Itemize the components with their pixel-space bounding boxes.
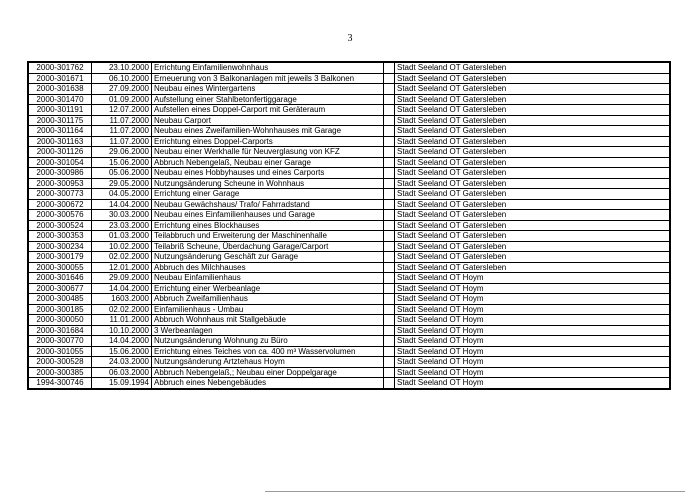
record-number-cell: 2000-300234	[28, 241, 92, 252]
record-description-cell: Neubau eines Hobbyhauses und eines Carports	[152, 168, 384, 179]
record-number-cell: 2000-300179	[28, 252, 92, 263]
record-number-cell: 1994-300746	[28, 378, 92, 389]
record-location-cell: Stadt Seeland OT Gatersleben	[395, 157, 671, 168]
page-number: 3	[347, 33, 353, 44]
record-description-cell: Teilabriß Scheune, Überdachung Garage/Carport	[152, 241, 384, 252]
record-description-cell: Einfamilienhaus - Umbau	[152, 304, 384, 315]
spacer-cell	[384, 62, 395, 73]
record-date-cell: 14.04.2000	[92, 336, 152, 347]
record-date-cell: 10.10.2000	[92, 325, 152, 336]
record-number-cell: 2000-301762	[28, 62, 92, 73]
record-description-cell: Neubau Carport	[152, 115, 384, 126]
record-date-cell: 11.07.2000	[92, 115, 152, 126]
records-table	[27, 61, 671, 390]
record-location-cell: Stadt Seeland OT Gatersleben	[395, 84, 671, 95]
record-date-cell: 14.04.2000	[92, 199, 152, 210]
record-number-cell: 2000-301163	[28, 136, 92, 147]
record-location-cell: Stadt Seeland OT Gatersleben	[395, 231, 671, 242]
spacer-cell	[384, 304, 395, 315]
record-location-cell: Stadt Seeland OT Gatersleben	[395, 62, 671, 73]
table-row	[28, 178, 670, 189]
record-description-cell: Abbruch Nebengelaß,; Neubau einer Doppelgarage	[152, 367, 384, 378]
record-date-cell: 06.10.2000	[92, 73, 152, 84]
record-location-cell: Stadt Seeland OT Hoym	[395, 346, 671, 357]
record-number-cell: 2000-300385	[28, 367, 92, 378]
record-location-cell: Stadt Seeland OT Gatersleben	[395, 73, 671, 84]
record-date-cell: 29.06.2000	[92, 147, 152, 158]
record-description-cell: Errichtung eines Doppel-Carports	[152, 136, 384, 147]
record-location-cell: Stadt Seeland OT Hoym	[395, 283, 671, 294]
spacer-cell	[384, 367, 395, 378]
table-row	[28, 115, 670, 126]
table-row	[28, 189, 670, 200]
spacer-cell	[384, 262, 395, 273]
table-row	[28, 315, 670, 326]
table-row	[28, 346, 670, 357]
record-date-cell: 11.07.2000	[92, 136, 152, 147]
record-number-cell: 2000-301638	[28, 84, 92, 95]
record-date-cell: 06.03.2000	[92, 367, 152, 378]
record-date-cell: 15.06.2000	[92, 346, 152, 357]
table-row	[28, 283, 670, 294]
record-number-cell: 2000-300524	[28, 220, 92, 231]
record-location-cell: Stadt Seeland OT Gatersleben	[395, 189, 671, 200]
record-description-cell: Nutzungsänderung Geschäft zur Garage	[152, 252, 384, 263]
record-location-cell: Stadt Seeland OT Gatersleben	[395, 115, 671, 126]
record-number-cell: 2000-300672	[28, 199, 92, 210]
record-description-cell: Teilabbruch und Erweiterung der Maschinenhalle	[152, 231, 384, 242]
record-description-cell: Errichtung einer Garage	[152, 189, 384, 200]
record-date-cell: 29.09.2000	[92, 273, 152, 284]
record-location-cell: Stadt Seeland OT Hoym	[395, 273, 671, 284]
record-number-cell: 2000-301164	[28, 126, 92, 137]
spacer-cell	[384, 73, 395, 84]
record-location-cell: Stadt Seeland OT Gatersleben	[395, 220, 671, 231]
record-description-cell: Neubau einer Werkhalle für Neuverglasung von KFZ	[152, 147, 384, 158]
spacer-cell	[384, 168, 395, 179]
record-description-cell: Errichtung eines Teiches von ca. 400 m³ Wasservolumen	[152, 346, 384, 357]
table-row	[28, 367, 670, 378]
record-description-cell: Abbruch eines Nebengebäudes	[152, 378, 384, 389]
record-location-cell: Stadt Seeland OT Gatersleben	[395, 178, 671, 189]
record-location-cell: Stadt Seeland OT Gatersleben	[395, 168, 671, 179]
record-number-cell: 2000-301175	[28, 115, 92, 126]
record-date-cell: 1603.2000	[92, 294, 152, 305]
spacer-cell	[384, 115, 395, 126]
spacer-cell	[384, 294, 395, 305]
record-date-cell: 15.09.1994	[92, 378, 152, 389]
record-description-cell: Nutzungsänderung Wohnung zu Büro	[152, 336, 384, 347]
record-location-cell: Stadt Seeland OT Gatersleben	[395, 147, 671, 158]
record-location-cell: Stadt Seeland OT Hoym	[395, 304, 671, 315]
record-number-cell: 2000-300185	[28, 304, 92, 315]
spacer-cell	[384, 189, 395, 200]
spacer-cell	[384, 273, 395, 284]
record-description-cell: Errichtung eines Blockhauses	[152, 220, 384, 231]
record-date-cell: 27.09.2000	[92, 84, 152, 95]
record-location-cell: Stadt Seeland OT Gatersleben	[395, 252, 671, 263]
record-description-cell: Aufstellung einer Stahlbetonfertiggarage	[152, 94, 384, 105]
record-description-cell: Neubau eines Einfamilienhauses und Garage	[152, 210, 384, 221]
record-number-cell: 2000-301126	[28, 147, 92, 158]
table-row	[28, 357, 670, 368]
record-number-cell: 2000-300677	[28, 283, 92, 294]
record-date-cell: 02.02.2000	[92, 304, 152, 315]
record-date-cell: 12.07.2000	[92, 105, 152, 116]
record-location-cell: Stadt Seeland OT Hoym	[395, 294, 671, 305]
record-location-cell: Stadt Seeland OT Hoym	[395, 336, 671, 347]
table-row	[28, 304, 670, 315]
table-row	[28, 378, 670, 389]
spacer-cell	[384, 283, 395, 294]
record-description-cell: Neubau eines Wintergartens	[152, 84, 384, 95]
record-description-cell: Neubau eines Zweifamilien-Wohnhauses mit Garage	[152, 126, 384, 137]
record-number-cell: 2000-301470	[28, 94, 92, 105]
record-date-cell: 30.03.2000	[92, 210, 152, 221]
record-description-cell: Errichtung einer Werbeanlage	[152, 283, 384, 294]
record-description-cell: Abbruch Wohnhaus mit Stallgebäude	[152, 315, 384, 326]
record-location-cell: Stadt Seeland OT Gatersleben	[395, 136, 671, 147]
record-location-cell: Stadt Seeland OT Hoym	[395, 357, 671, 368]
spacer-cell	[384, 136, 395, 147]
spacer-cell	[384, 94, 395, 105]
record-location-cell: Stadt Seeland OT Gatersleben	[395, 262, 671, 273]
record-number-cell: 2000-300055	[28, 262, 92, 273]
spacer-cell	[384, 315, 395, 326]
record-description-cell: Errichtung Einfamilienwohnhaus	[152, 62, 384, 73]
spacer-cell	[384, 325, 395, 336]
record-number-cell: 2000-300770	[28, 336, 92, 347]
table-row	[28, 220, 670, 231]
record-number-cell: 2000-300050	[28, 315, 92, 326]
table-row	[28, 147, 670, 158]
record-number-cell: 2000-301055	[28, 346, 92, 357]
record-location-cell: Stadt Seeland OT Hoym	[395, 315, 671, 326]
table-row	[28, 84, 670, 95]
spacer-cell	[384, 126, 395, 137]
spacer-cell	[384, 378, 395, 389]
spacer-cell	[384, 336, 395, 347]
record-location-cell: Stadt Seeland OT Hoym	[395, 367, 671, 378]
table-row	[28, 252, 670, 263]
record-date-cell: 11.01.2000	[92, 315, 152, 326]
record-number-cell: 2000-300986	[28, 168, 92, 179]
record-description-cell: Nutzungsänderung Artztehaus Hoym	[152, 357, 384, 368]
table-row	[28, 136, 670, 147]
record-date-cell: 29.05.2000	[92, 178, 152, 189]
footer-divider	[265, 491, 685, 492]
spacer-cell	[384, 199, 395, 210]
spacer-cell	[384, 220, 395, 231]
record-description-cell: Neubau Einfamilienhaus	[152, 273, 384, 284]
record-date-cell: 05.06.2000	[92, 168, 152, 179]
record-date-cell: 12.01.2000	[92, 262, 152, 273]
spacer-cell	[384, 178, 395, 189]
record-description-cell: Erneuerung von 3 Balkonanlagen mit jeweils 3 Balkonen	[152, 73, 384, 84]
spacer-cell	[384, 105, 395, 116]
record-date-cell: 11.07.2000	[92, 126, 152, 137]
record-date-cell: 01.03.2000	[92, 231, 152, 242]
record-number-cell: 2000-300353	[28, 231, 92, 242]
spacer-cell	[384, 241, 395, 252]
spacer-cell	[384, 210, 395, 221]
record-date-cell: 15.06.2000	[92, 157, 152, 168]
record-location-cell: Stadt Seeland OT Hoym	[395, 378, 671, 389]
spacer-cell	[384, 252, 395, 263]
records-table-body	[28, 62, 670, 389]
table-row	[28, 294, 670, 305]
record-date-cell: 24.03.2000	[92, 357, 152, 368]
record-location-cell: Stadt Seeland OT Hoym	[395, 325, 671, 336]
record-description-cell: Abbruch des Milchhauses	[152, 262, 384, 273]
record-description-cell: Nutzungsänderung Scheune in Wohnhaus	[152, 178, 384, 189]
table-row	[28, 168, 670, 179]
record-number-cell: 2000-301684	[28, 325, 92, 336]
record-number-cell: 2000-301054	[28, 157, 92, 168]
record-description-cell: Neubau Gewächshaus/ Trafo/ Fahrradstand	[152, 199, 384, 210]
table-row	[28, 199, 670, 210]
table-row	[28, 241, 670, 252]
record-date-cell: 10.02.2000	[92, 241, 152, 252]
record-number-cell: 2000-300773	[28, 189, 92, 200]
record-location-cell: Stadt Seeland OT Gatersleben	[395, 241, 671, 252]
spacer-cell	[384, 231, 395, 242]
record-date-cell: 23.03.2000	[92, 220, 152, 231]
table-row	[28, 94, 670, 105]
record-number-cell: 2000-301646	[28, 273, 92, 284]
record-location-cell: Stadt Seeland OT Gatersleben	[395, 94, 671, 105]
spacer-cell	[384, 157, 395, 168]
record-number-cell: 2000-301191	[28, 105, 92, 116]
record-description-cell: Abbruch Zweifamilienhaus	[152, 294, 384, 305]
record-location-cell: Stadt Seeland OT Gatersleben	[395, 105, 671, 116]
table-row	[28, 157, 670, 168]
record-number-cell: 2000-300953	[28, 178, 92, 189]
record-number-cell: 2000-301671	[28, 73, 92, 84]
record-date-cell: 01.09.2000	[92, 94, 152, 105]
record-location-cell: Stadt Seeland OT Gatersleben	[395, 210, 671, 221]
record-number-cell: 2000-300576	[28, 210, 92, 221]
record-location-cell: Stadt Seeland OT Gatersleben	[395, 126, 671, 137]
table-row	[28, 126, 670, 137]
table-row	[28, 105, 670, 116]
record-number-cell: 2000-300528	[28, 357, 92, 368]
record-date-cell: 23.10.2000	[92, 62, 152, 73]
spacer-cell	[384, 84, 395, 95]
record-date-cell: 14.04.2000	[92, 283, 152, 294]
table-row	[28, 262, 670, 273]
table-row	[28, 336, 670, 347]
record-description-cell: Aufstellen eines Doppel-Carport mit Geräteraum	[152, 105, 384, 116]
table-row	[28, 210, 670, 221]
record-description-cell: Abbruch Nebengelaß, Neubau einer Garage	[152, 157, 384, 168]
spacer-cell	[384, 147, 395, 158]
record-location-cell: Stadt Seeland OT Gatersleben	[395, 199, 671, 210]
spacer-cell	[384, 357, 395, 368]
table-row	[28, 231, 670, 242]
record-description-cell: 3 Werbeanlagen	[152, 325, 384, 336]
record-date-cell: 02.02.2000	[92, 252, 152, 263]
table-row	[28, 73, 670, 84]
table-row	[28, 62, 670, 73]
table-row	[28, 273, 670, 284]
record-number-cell: 2000-300485	[28, 294, 92, 305]
record-date-cell: 04.05.2000	[92, 189, 152, 200]
table-row	[28, 325, 670, 336]
spacer-cell	[384, 346, 395, 357]
